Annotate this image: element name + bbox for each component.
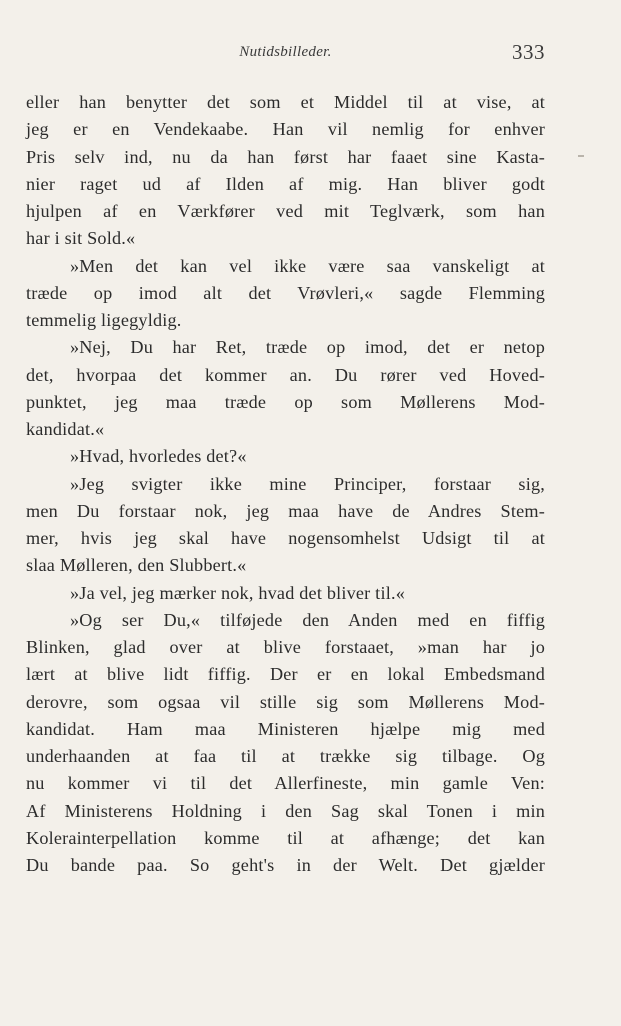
text-line: kandidat. Ham maa Ministeren hjælpe mig med — [26, 718, 545, 739]
text-line: derovre, som ogsaa vil stille sig som Møllerens Mod- — [26, 691, 545, 712]
text-line: »Hvad, hvorledes det?« — [70, 446, 247, 467]
text-line: har i sit Sold.« — [26, 228, 136, 249]
text-line: punktet, jeg maa træde op som Møllerens Mod- — [26, 391, 545, 412]
running-title: Nutidsbilleder. — [239, 44, 332, 60]
text-line: træde op imod alt det Vrøvleri,« sagde Flemming — [26, 282, 545, 303]
text-line: men Du forstaar nok, jeg maa have de Andres Stem- — [26, 500, 545, 521]
text-line: mer, hvis jeg skal have nogensomhelst Udsigt til at — [26, 528, 545, 548]
text-line: nu kommer vi til det Allerfineste, min gamle Ven: — [26, 773, 545, 794]
text-line: slaa Mølleren, den Slubbert.« — [26, 555, 247, 576]
text-line: »Og ser Du,« tilføjede den Anden med en fiffig — [70, 609, 545, 630]
text-line: lært at blive lidt fiffig. Der er en lokal Embedsmand — [26, 664, 545, 685]
text-line: jeg er en Vendekaabe. Han vil nemlig for enhver — [26, 119, 545, 140]
text-line: Du bande paa. So geht's in der Welt. Det gjælder — [26, 855, 545, 875]
stray-mark — [578, 155, 584, 157]
text-line: det, hvorpaa det kommer an. Du rører ved Hoved- — [26, 364, 545, 385]
text-line: hjulpen af en Værkfører ved mit Teglværk, som han — [26, 201, 545, 221]
text-line: Af Ministerens Holdning i den Sag skal Tonen i min — [26, 800, 545, 821]
text-line: Blinken, glad over at blive forstaaet, »man har jo — [26, 637, 545, 657]
text-line: eller han benytter det som et Middel til at vise, at — [26, 92, 545, 112]
text-line: »Nej, Du har Ret, træde op imod, det er netop — [70, 337, 545, 358]
body-text — [26, 89, 545, 879]
text-line: nier raget ud af Ilden af mig. Han bliver godt — [26, 173, 545, 194]
text-line: underhaanden at faa til at trække sig tilbage. Og — [26, 746, 545, 766]
text-line: »Men det kan vel ikke være saa vanskeligt at — [70, 255, 545, 276]
page-number: 333 — [512, 40, 545, 64]
text-line: Pris selv ind, nu da han først har faaet sine Kasta- — [26, 146, 545, 167]
text-line: »Jeg svigter ikke mine Principer, forstaar sig, — [70, 473, 545, 494]
text-line: kandidat.« — [26, 419, 105, 439]
text-line: Kolerainterpellation komme til at afhænge; det kan — [26, 827, 545, 848]
running-head — [26, 40, 545, 70]
text-line: temmelig ligegyldig. — [26, 310, 182, 330]
text-line: »Ja vel, jeg mærker nok, hvad det bliver til.« — [70, 582, 405, 603]
